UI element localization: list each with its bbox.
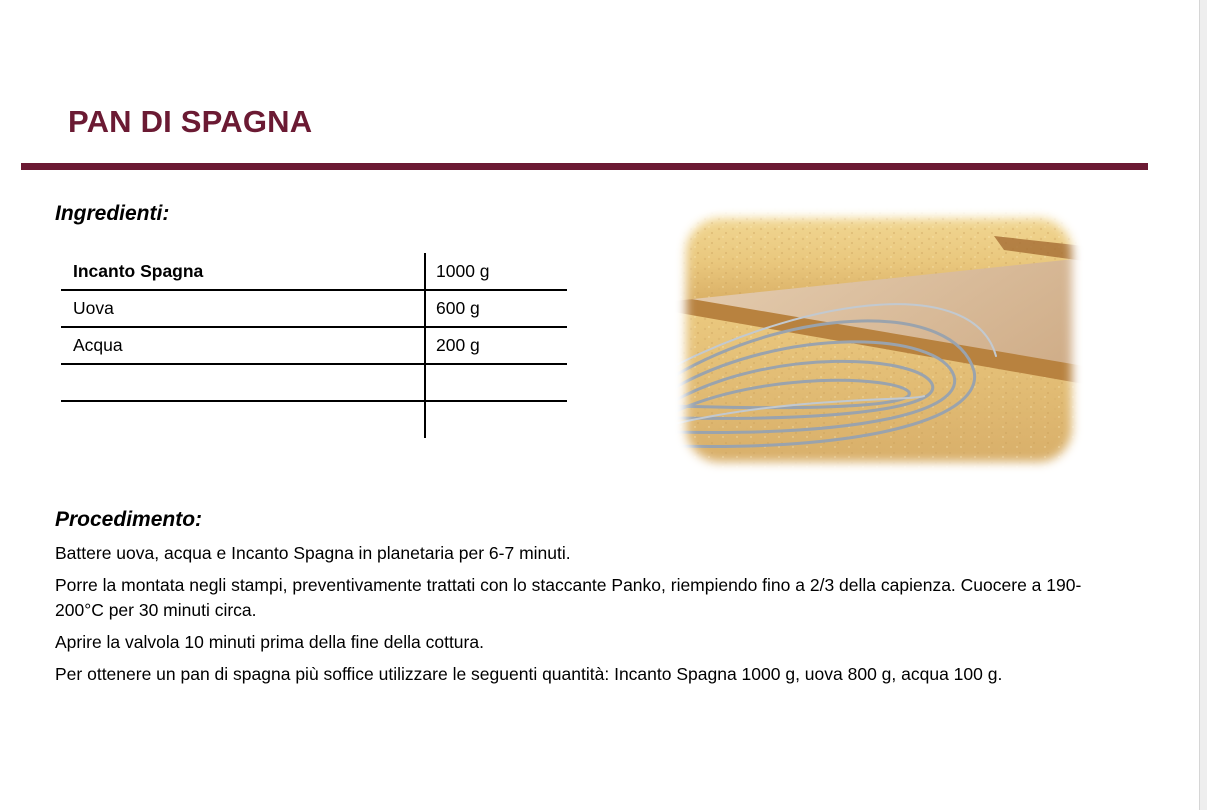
table-row: [61, 327, 567, 364]
sponge-cake-photo: [674, 206, 1084, 474]
ingredient-quantity: [425, 401, 567, 438]
ingredient-name: [61, 401, 425, 438]
page-edge-scrollbar: [1199, 0, 1207, 810]
ingredient-quantity: 1000 g: [425, 253, 567, 290]
procedure-step: Battere uova, acqua e Incanto Spagna in planetaria per 6-7 minuti.: [55, 543, 571, 563]
table-row: [61, 253, 567, 290]
procedure-steps: [55, 541, 1125, 694]
procedure-step: Aprire la valvola 10 minuti prima della fine della cottura.: [55, 632, 484, 652]
table-row: [61, 364, 567, 401]
ingredient-quantity: 600 g: [425, 290, 567, 327]
ingredient-name: Acqua: [61, 327, 425, 364]
ingredients-table: [61, 253, 567, 438]
photo-content: [674, 206, 1084, 474]
ingredient-quantity: [425, 364, 567, 401]
ingredient-name: Incanto Spagna: [61, 253, 425, 290]
ingredient-name: Uova: [61, 290, 425, 327]
ingredient-quantity: 200 g: [425, 327, 567, 364]
procedure-step: Per ottenere un pan di spagna più soffice utilizzare le seguenti quantità: Incanto Spagna 1000 g, uova 800 g, acqua 100 g.: [55, 664, 1003, 684]
table-row: [61, 290, 567, 327]
procedure-step: Porre la montata negli stampi, preventivamente trattati con lo staccante Panko, riempiendo fino a 2/3 della capienza. Cuocere a 190-200°C per 30 minuti circa.: [55, 575, 1082, 620]
ingredient-name: [61, 364, 425, 401]
page-title: PAN DI SPAGNA: [68, 104, 313, 139]
ingredients-heading: Ingredienti:: [55, 202, 170, 225]
table-row: [61, 401, 567, 438]
title-rule: [21, 163, 1148, 170]
procedure-heading: Procedimento:: [55, 508, 203, 531]
